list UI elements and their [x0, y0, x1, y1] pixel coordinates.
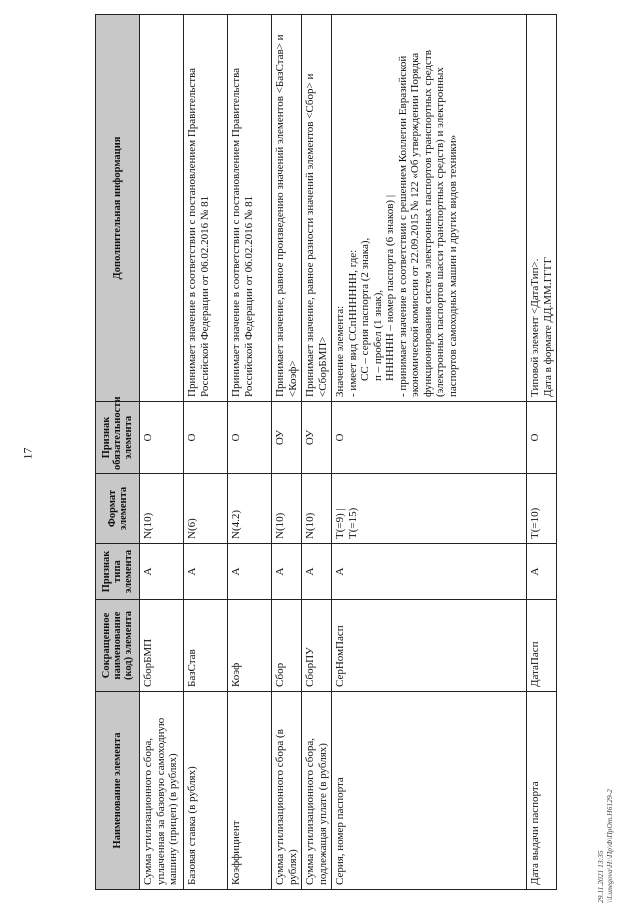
header-element-format: Формат элемента [96, 474, 140, 544]
table-row [228, 15, 272, 890]
cell-type: А [272, 544, 302, 600]
cell-type: А [527, 544, 557, 600]
cell-code: СборБМП [140, 600, 184, 692]
info-line: Значение элемента: [334, 305, 346, 397]
page-number: 17 [20, 447, 35, 460]
header-element-name: Наименование элемента [96, 692, 140, 890]
table-row [140, 15, 184, 890]
cell-type: А [184, 544, 228, 600]
cell-info [527, 15, 557, 402]
table-row [332, 15, 527, 890]
cell-info [140, 15, 184, 402]
cell-name: Базовая ставка (в рублях) [184, 692, 228, 890]
cell-code: Сбор [272, 600, 302, 692]
cell-format: T(=10) [527, 474, 557, 544]
info-line: - имеет вид ССпНННННН, где: [346, 249, 359, 397]
cell-format: N(4.2) [228, 474, 272, 544]
cell-info: Принимает значение в соответствии с постановлением Правительства Российской Федерации от 06.02.2016 № 81 [228, 15, 272, 402]
cell-code: Коэф [228, 600, 272, 692]
elements-table [95, 14, 557, 890]
cell-format: N(10) [272, 474, 302, 544]
info-line: Типовой элемент <ДатаТип>. [529, 258, 541, 397]
table-row [302, 15, 332, 890]
table-row [184, 15, 228, 890]
cell-type: А [332, 544, 527, 600]
info-line: п – пробел (1 знак), [371, 289, 384, 381]
cell-format: N(10) [140, 474, 184, 544]
cell-info: Принимает значение, равное разности значений элементов <Сбор> и <СборБМП> [302, 15, 332, 402]
cell-format [332, 474, 527, 544]
header-element-code: Сокращенное наименование (код) элемента [96, 600, 140, 692]
print-stamp [596, 743, 614, 903]
format-line: T(=9) | [334, 508, 346, 539]
cell-required: О [140, 402, 184, 474]
cell-required: О [184, 402, 228, 474]
cell-required: О [332, 402, 527, 474]
cell-code: СерНомПасп [332, 600, 527, 692]
rotated-page-content [95, 15, 554, 890]
cell-name: Сумма утилизационного сбора (в рублях) [272, 692, 302, 890]
cell-required: ОУ [302, 402, 332, 474]
info-line: Дата в формате ДД.ММ.ГГГГ [541, 256, 554, 397]
cell-name: Дата выдачи паспорта [527, 692, 557, 890]
cell-code: БазСтав [184, 600, 228, 692]
cell-required: О [527, 402, 557, 474]
cell-name: Сумма утилизационного сбора, уплаченная за базовую самоходную машину (прицеп) (в рублях) [140, 692, 184, 890]
cell-name: Серия, номер паспорта [332, 692, 527, 890]
cell-type: А [228, 544, 272, 600]
table-header-row [96, 15, 140, 890]
cell-info: Принимает значение, равное произведению значений элементов <БазСтав> и <Коэф> [272, 15, 302, 402]
header-element-type: Признак типа элемента [96, 544, 140, 600]
info-line: СС – серия паспорта (2 знака), [359, 237, 371, 381]
cell-info: Принимает значение в соответствии с постановлением Правительства Российской Федерации от 06.02.2016 № 81 [184, 15, 228, 402]
table-row [272, 15, 302, 890]
stamp-line: \\Lunegova\H:\Пр\Ф\ПрОт.Н6129-2 [605, 789, 614, 903]
cell-type: А [302, 544, 332, 600]
cell-required: О [228, 402, 272, 474]
cell-info [332, 15, 527, 402]
header-additional-info: Дополнительная информация [96, 15, 140, 402]
cell-format: N(10) [302, 474, 332, 544]
cell-required: ОУ [272, 402, 302, 474]
cell-name: Сумма утилизационного сбора, подлежащая уплате (в рублях) [302, 692, 332, 890]
cell-code: СборПУ [302, 600, 332, 692]
cell-name: Коэффициент [228, 692, 272, 890]
cell-code: ДатаПасп [527, 600, 557, 692]
cell-type: А [140, 544, 184, 600]
cell-format: N(6) [184, 474, 228, 544]
header-element-required: Признак обязательности элемента [96, 402, 140, 474]
table-row [527, 15, 557, 890]
info-line: НННННН – номер паспорта (6 знаков) | [384, 194, 396, 381]
info-line: - принимает значение в соответствии с решением Коллегии Евразийской экономической комиссии от 22.09.2015 № 122 «Об утверждении Порядка функционирования систем электронных паспортов транспортных средств (электронных паспортов шасси транспортных средств) и электронных паспортов самоходных машин и других видов техники» [396, 50, 459, 397]
format-line: T(=15) [346, 507, 359, 539]
stamp-line: 29.11.2021 13:35 [596, 850, 605, 903]
